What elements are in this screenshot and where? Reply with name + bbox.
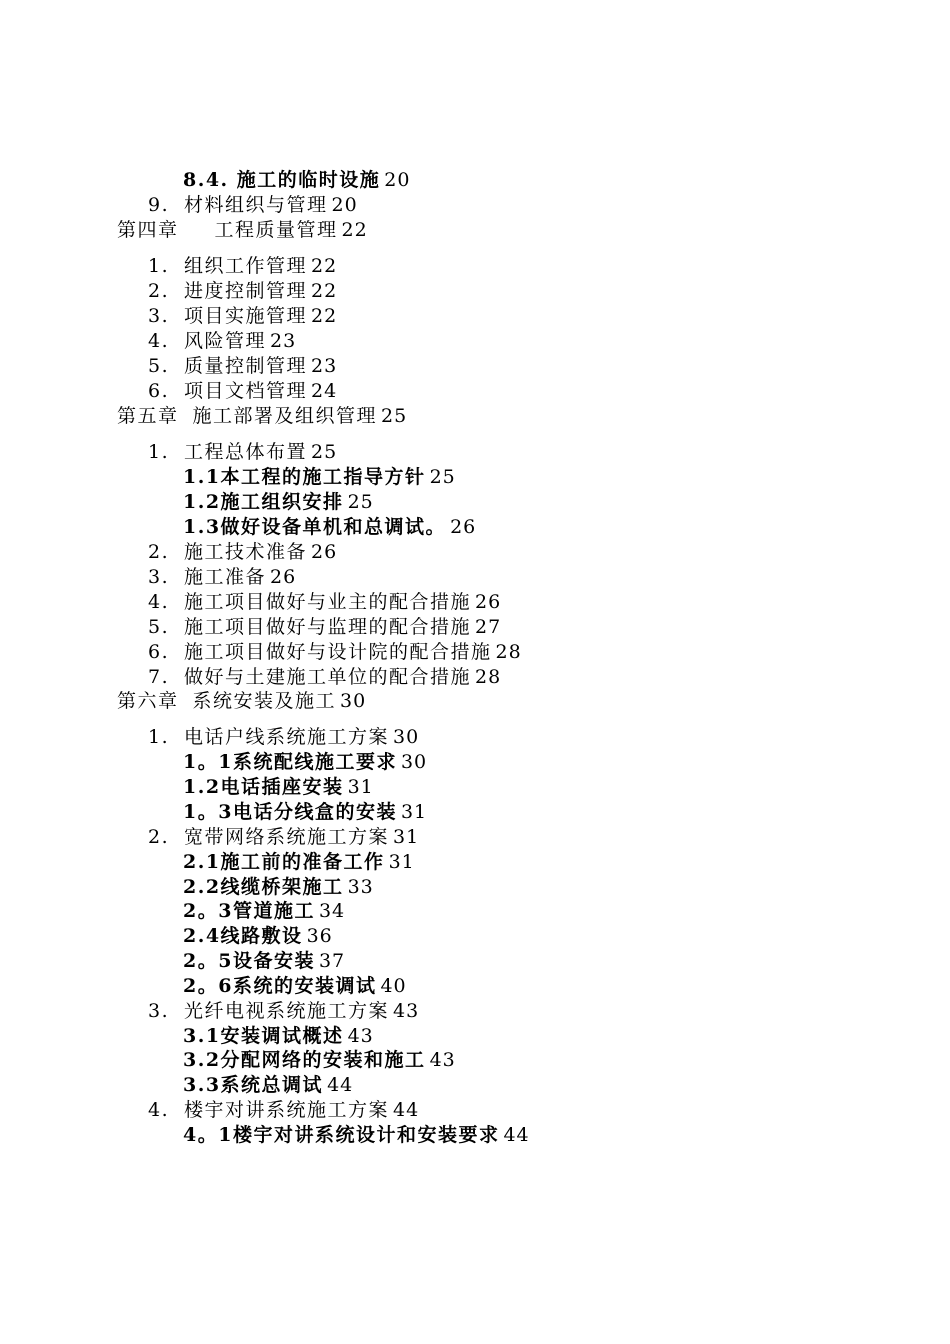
toc-entry-page: 33 <box>347 876 374 898</box>
toc-entry-number: 1. <box>148 441 170 463</box>
toc-entry-text: 施工部署及组织管理 <box>192 405 378 427</box>
toc-entry-page: 25 <box>429 466 456 488</box>
toc-entry-number: 5. <box>148 616 170 638</box>
toc-entry-number: 6. <box>148 380 170 402</box>
toc-entry-text: 施工准备 <box>184 566 267 588</box>
toc-entry-page: 44 <box>503 1124 530 1146</box>
toc-entry-text: 2.4线路敷设 <box>183 925 303 947</box>
toc-entry-page: 26 <box>475 591 502 613</box>
toc-entry-text: 系统安装及施工 <box>192 690 337 712</box>
toc-entry-page: 26 <box>311 541 338 563</box>
toc-entry-text: 2。6系统的安装调试 <box>183 975 377 997</box>
toc-entry-text: 施工项目做好与监理的配合措施 <box>184 616 472 638</box>
toc-entry-number: 7. <box>148 666 170 688</box>
toc-entry-text: 工程总体布置 <box>184 441 308 463</box>
toc-entry-number: 4. <box>148 591 170 613</box>
toc-entry <box>183 515 476 539</box>
toc-entry <box>183 850 415 874</box>
toc-entry-page: 40 <box>380 975 407 997</box>
toc-entry <box>148 304 337 328</box>
toc-entry-text: 2.1施工前的准备工作 <box>183 851 385 873</box>
toc-entry-text: 1.2施工组织安排 <box>183 491 344 513</box>
toc-entry-page: 31 <box>400 801 428 823</box>
toc-entry-page: 30 <box>400 751 428 773</box>
toc-entry-page: 20 <box>384 169 411 191</box>
toc-entry <box>148 354 337 378</box>
toc-entry <box>148 379 337 403</box>
toc-entry <box>148 825 419 849</box>
toc-entry-page: 23 <box>270 330 297 352</box>
toc-entry-page: 43 <box>429 1049 456 1071</box>
toc-entry <box>148 999 419 1023</box>
toc-entry-text: 1.2电话插座安装 <box>183 776 344 798</box>
toc-entry <box>183 800 427 824</box>
toc-entry <box>183 465 456 489</box>
toc-entry-number: 3. <box>148 1000 170 1022</box>
toc-entry-number: 1. <box>148 726 170 748</box>
toc-entry <box>183 924 333 948</box>
toc-entry-text: 做好与土建施工单位的配合措施 <box>184 666 472 688</box>
toc-entry-text: 工程质量管理 <box>214 219 338 241</box>
toc-entry-page: 22 <box>311 255 338 277</box>
toc-entry-text: 电话户线系统施工方案 <box>184 726 390 748</box>
toc-entry <box>183 899 345 923</box>
toc-entry <box>183 949 345 973</box>
toc-entry <box>183 1024 374 1048</box>
toc-entry-page: 44 <box>393 1099 420 1121</box>
toc-entry-page: 30 <box>393 726 420 748</box>
toc-entry-text: 宽带网络系统施工方案 <box>184 826 390 848</box>
toc-entry-text: 3.3系统总调试 <box>183 1074 324 1096</box>
toc-entry <box>148 279 337 303</box>
toc-entry-number: 5. <box>148 355 170 377</box>
toc-entry-text: 项目实施管理 <box>184 305 308 327</box>
toc-entry <box>183 875 374 899</box>
toc-entry <box>183 775 374 799</box>
toc-entry <box>148 615 501 639</box>
toc-entry-page: 31 <box>388 851 415 873</box>
toc-chapter-label: 第五章 <box>117 405 179 427</box>
toc-entry-text: 项目文档管理 <box>184 380 308 402</box>
toc-entry-number: 2. <box>148 541 170 563</box>
toc-chapter <box>117 404 407 428</box>
toc-entry-text: 光纤电视系统施工方案 <box>184 1000 390 1022</box>
toc-entry-text: 1.3做好设备单机和总调试。 <box>183 516 447 538</box>
toc-entry <box>148 540 337 564</box>
toc-entry-page: 22 <box>341 219 368 241</box>
toc-entry <box>148 440 337 464</box>
toc-entry-text: 质量控制管理 <box>184 355 308 377</box>
toc-entry-page: 28 <box>475 666 502 688</box>
toc-entry-text: 2。3管道施工 <box>183 900 315 922</box>
toc-entry-page: 43 <box>393 1000 420 1022</box>
toc-entry-number: 3. <box>148 566 170 588</box>
toc-entry-number: 3. <box>148 305 170 327</box>
toc-entry <box>148 329 296 353</box>
toc-entry-page: 23 <box>311 355 338 377</box>
toc-entry <box>148 1098 419 1122</box>
toc-entry <box>183 168 410 192</box>
toc-entry-text: 材料组织与管理 <box>184 194 328 216</box>
toc-entry-text: 3.2分配网络的安装和施工 <box>183 1049 426 1071</box>
toc-entry-page: 28 <box>495 641 522 663</box>
toc-chapter-label: 第六章 <box>117 690 179 712</box>
toc-entry-page: 25 <box>311 441 338 463</box>
toc-entry <box>183 1073 353 1097</box>
toc-entry-text: 8.4. 施工的临时设施 <box>183 169 381 191</box>
toc-entry-text: 楼宇对讲系统施工方案 <box>184 1099 390 1121</box>
toc-entry-page: 25 <box>347 491 374 513</box>
toc-chapter <box>117 218 368 242</box>
toc-entry-page: 25 <box>381 405 408 427</box>
toc-entry-page: 44 <box>327 1074 354 1096</box>
toc-entry-page: 26 <box>270 566 297 588</box>
toc-entry-page: 22 <box>311 305 338 327</box>
toc-entry-text: 风险管理 <box>184 330 267 352</box>
toc-entry-page: 24 <box>311 380 338 402</box>
toc-entry-text: 1。3电话分线盒的安装 <box>183 801 397 823</box>
toc-entry-page: 30 <box>340 690 367 712</box>
toc-entry <box>148 590 501 614</box>
toc-entry <box>183 1123 530 1147</box>
toc-entry-number: 1. <box>148 255 170 277</box>
toc-chapter-label: 第四章 <box>117 219 179 241</box>
toc-entry-number: 9. <box>148 194 170 216</box>
toc-entry-page: 34 <box>318 900 346 922</box>
toc-entry-text: 施工技术准备 <box>184 541 308 563</box>
toc-entry <box>148 254 337 278</box>
toc-entry-text: 3.1安装调试概述 <box>183 1025 344 1047</box>
toc-entry-page: 37 <box>318 950 346 972</box>
toc-entry-number: 4. <box>148 1099 170 1121</box>
toc-entry-text: 进度控制管理 <box>184 280 308 302</box>
toc-entry-page: 31 <box>393 826 420 848</box>
toc-entry-page: 22 <box>311 280 338 302</box>
toc-entry-text: 2.2线缆桥架施工 <box>183 876 344 898</box>
toc-entry-page: 36 <box>306 925 333 947</box>
toc-entry-text: 1.1本工程的施工指导方针 <box>183 466 426 488</box>
toc-entry <box>183 974 407 998</box>
toc-entry-page: 31 <box>347 776 374 798</box>
toc-entry-text: 1。1系统配线施工要求 <box>183 751 397 773</box>
toc-entry <box>183 1048 456 1072</box>
toc-chapter <box>117 689 366 713</box>
toc-entry-text: 4。1楼宇对讲系统设计和安装要求 <box>183 1124 500 1146</box>
toc-entry-page: 27 <box>475 616 502 638</box>
toc-entry <box>183 490 374 514</box>
toc-entry-text: 施工项目做好与设计院的配合措施 <box>184 641 492 663</box>
toc-entry <box>183 750 427 774</box>
toc-entry-number: 2. <box>148 826 170 848</box>
toc-entry <box>148 640 522 664</box>
toc-entry-number: 6. <box>148 641 170 663</box>
toc-entry <box>148 665 501 689</box>
toc-entry <box>148 193 358 217</box>
toc-entry <box>148 565 296 589</box>
toc-entry-page: 43 <box>347 1025 374 1047</box>
toc-entry-page: 26 <box>450 516 477 538</box>
toc-entry <box>148 725 419 749</box>
toc-entry-number: 4. <box>148 330 170 352</box>
toc-entry-text: 施工项目做好与业主的配合措施 <box>184 591 472 613</box>
toc-entry-number: 2. <box>148 280 170 302</box>
toc-entry-text: 组织工作管理 <box>184 255 308 277</box>
toc-entry-text: 2。5设备安装 <box>183 950 315 972</box>
toc-entry-page: 20 <box>331 194 358 216</box>
